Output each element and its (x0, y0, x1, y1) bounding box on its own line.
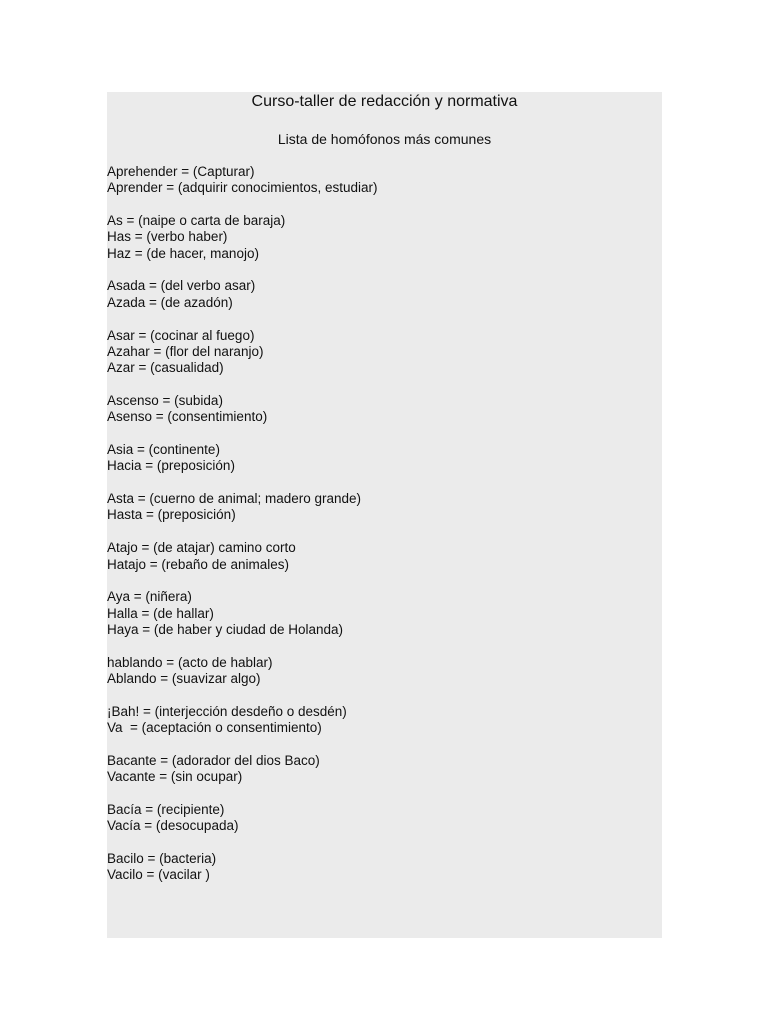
homophone-group (107, 802, 662, 835)
document-title: Curso-taller de redacción y normativa (251, 93, 518, 110)
homophone-entry: Atajo = (de atajar) camino corto (107, 540, 296, 556)
homophone-entry: Haya = (de haber y ciudad de Holanda) (107, 621, 344, 637)
homophone-entry: Hasta = (preposición) (107, 507, 236, 523)
homophone-group (107, 655, 662, 688)
homophone-group (107, 491, 662, 524)
homophone-entry: Aya = (niñera) (107, 589, 192, 605)
homophone-entry: hablando = (acto de hablar) (107, 654, 273, 670)
homophone-entry: Azahar = (flor del naranjo) (107, 343, 264, 359)
homophone-entry: Asenso = (consentimiento) (107, 409, 268, 425)
homophone-group (107, 393, 662, 426)
homophone-entry: Vacante = (sin ocupar) (107, 769, 243, 785)
homophone-entry: Aprender = (adquirir conocimientos, estudiar) (107, 180, 378, 196)
homophone-entry: Haz = (de hacer, manojo) (107, 245, 259, 261)
homophone-group (107, 328, 662, 377)
homophone-group (107, 213, 662, 262)
homophone-entry: Azar = (casualidad) (107, 360, 224, 376)
homophone-group (107, 540, 662, 573)
homophone-entry: Bacía = (recipiente) (107, 802, 225, 818)
homophone-entry: Azada = (de azadón) (107, 294, 233, 310)
homophone-entry: Hacia = (preposición) (107, 458, 235, 474)
homophone-entry: Va = (aceptación o consentimiento) (107, 720, 322, 736)
homophone-group (107, 442, 662, 475)
homophone-group (107, 589, 662, 638)
homophone-group (107, 753, 662, 786)
homophone-entry: Halla = (de hallar) (107, 605, 214, 621)
homophone-entry: Aprehender = (Capturar) (107, 164, 255, 179)
homophone-entry: Hatajo = (rebaño de animales) (107, 556, 289, 572)
homophone-list (107, 164, 662, 900)
homophone-group (107, 164, 662, 197)
homophone-group (107, 704, 662, 737)
homophone-entry: Ascenso = (subida) (107, 392, 223, 408)
homophone-entry: Has = (verbo haber) (107, 229, 228, 245)
homophone-entry: Asia = (continente) (107, 442, 220, 458)
homophone-entry: Ablando = (suavizar algo) (107, 671, 261, 687)
homophone-group (107, 851, 662, 884)
homophone-entry: Asta = (cuerno de animal; madero grande) (107, 491, 362, 507)
homophone-entry: Asada = (del verbo asar) (107, 278, 256, 294)
homophone-entry: ¡Bah! = (interjección desdeño o desdén) (107, 703, 347, 719)
homophone-entry: Bacante = (adorador del dios Baco) (107, 752, 320, 768)
homophone-entry: Bacilo = (bacteria) (107, 851, 217, 867)
homophone-group (107, 278, 662, 311)
homophone-entry: As = (naipe o carta de baraja) (107, 213, 286, 229)
homophone-entry: Asar = (cocinar al fuego) (107, 327, 255, 343)
document-subtitle: Lista de homófonos más comunes (277, 131, 492, 147)
homophone-entry: Vacilo = (vacilar ) (107, 867, 210, 883)
homophone-entry: Vacía = (desocupada) (107, 818, 239, 834)
document-page (107, 92, 662, 938)
